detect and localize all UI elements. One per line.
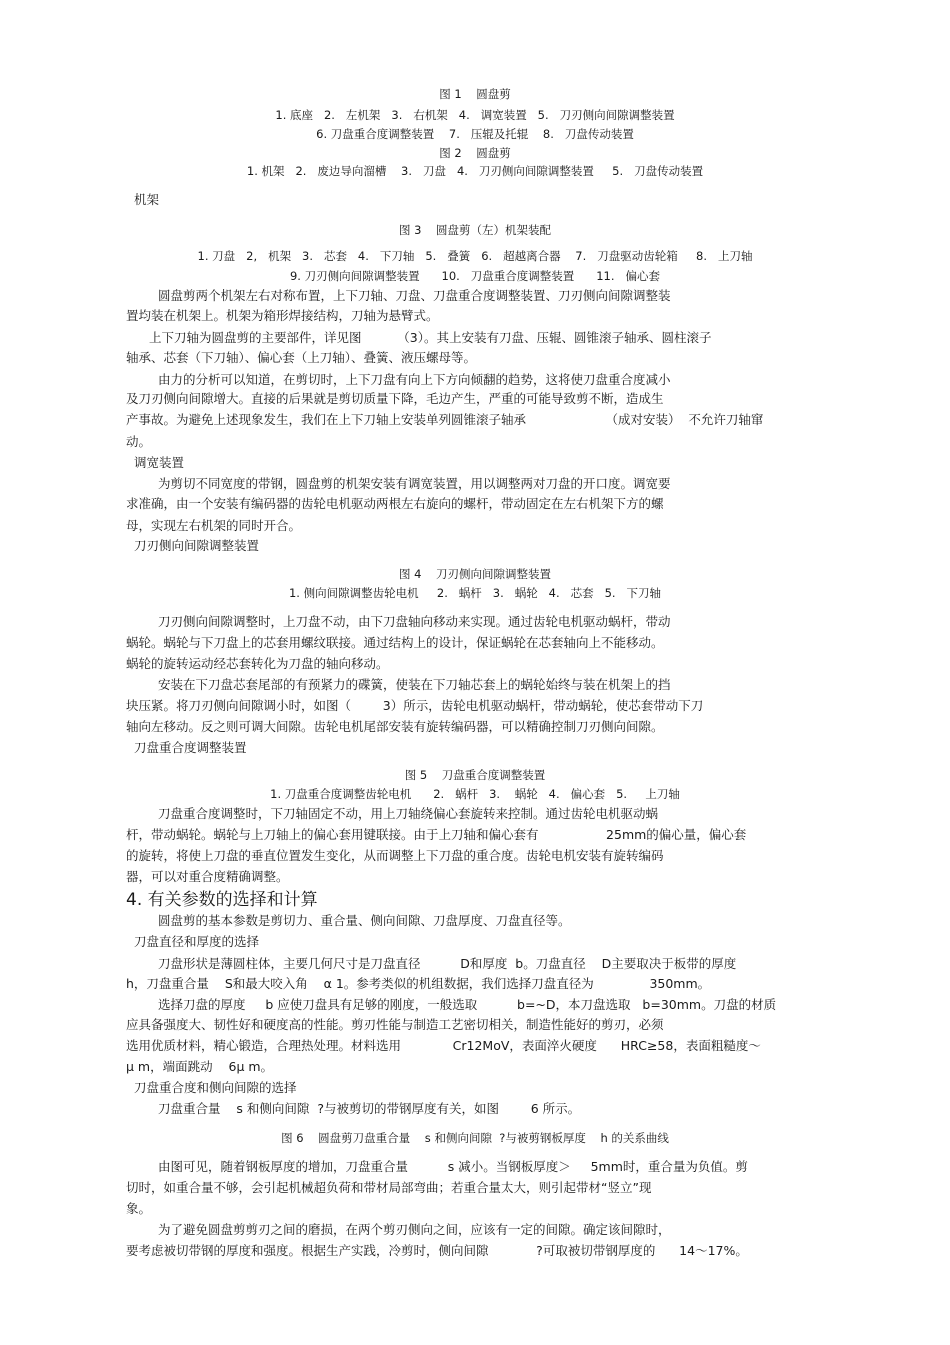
paragraph-line: 的旋转，将使上刀盘的垂直位置发生变化，从而调整上下刀盘的重合度。齿轮电机安装有旋转编码 (126, 848, 664, 863)
fig3-parts-line-1: 1. 刀盘 2, 机架 3. 芯套 4. 下刀轴 5. 叠簧 6. 超越离合器 7. 刀盘驱动齿轮箱 8. 上刀轴 (197, 249, 753, 263)
paragraph-line: 置均装在机架上。机架为箱形焊接结构，刀轴为悬臂式。 (126, 308, 439, 323)
paragraph-line: 刀盘形状是薄圆柱体，主要几何尺寸是刀盘直径 D和厚度 b。刀盘直径 D主要取决于板带的厚度 (158, 956, 737, 971)
fig3-parts-line-2: 9. 刀刃侧向间隙调整装置 10. 刀盘重合度调整装置 11. 偏心套 (289, 269, 660, 283)
paragraph-line: 为剪切不同宽度的带钢，圆盘剪的机架安装有调宽装置，用以调整两对刀盘的开口度。调宽要 (158, 476, 671, 491)
fig3-caption: 图 3 圆盘剪（左）机架装配 (398, 223, 552, 237)
paragraph-line: 为了避免圆盘剪剪刃之间的磨损，在两个剪刃侧向之间，应该有一定的间隙。确定该间隙时， (158, 1222, 671, 1237)
fig1-parts-line-2: 6. 刀盘重合度调整装置 7. 压辊及托辊 8. 刀盘传动装置 (316, 127, 634, 141)
paragraph-line: μ m，端面跳动 6μ m。 (126, 1059, 274, 1074)
paragraph-line: 杆，带动蜗轮。蜗轮与上刀轴上的偏心套用键联接。由于上刀轴和偏心套有 25mm的偏心量，偏心套 (126, 827, 747, 842)
paragraph-line: h，刀盘重合量 S和最大咬入角 α 1。参考类似的机组数据，我们选择刀盘直径为 350mm。 (126, 976, 711, 991)
paragraph-line: 器，可以对重合度精确调整。 (126, 869, 289, 884)
fig2-caption: 图 2 圆盘剪 (439, 146, 511, 160)
paragraph-line: 蜗轮的旋转运动经芯套转化为刀盘的轴向移动。 (126, 656, 389, 671)
paragraph-line: 轴承、芯套（下刀轴）、偏心套（上刀轴）、叠簧、液压螺母等。 (126, 350, 477, 365)
paragraph-line: 上下刀轴为圆盘剪的主要部件，详见图 （3）。其上安装有刀盘、压辊、圆锥滚子轴承、圆柱滚子 (149, 330, 712, 345)
paragraph-line: 由力的分析可以知道，在剪切时，上下刀盘有向上下方向倾翻的趋势，这将使刀盘重合度减小 (158, 372, 671, 387)
paragraph-line: 动。 (126, 434, 152, 449)
paragraph-line: 产事故。为避免上述现象发生，我们在上下刀轴上安装单列圆锥滚子轴承 （成对安装） 不允许刀轴窜 (126, 412, 764, 427)
fig4-caption: 图 4 刀刃侧向间隙调整装置 (398, 567, 552, 581)
paragraph-line: 刀盘重合度调整时，下刀轴固定不动，用上刀轴绕偏心套旋转来控制。通过齿轮电机驱动蜗 (158, 806, 659, 821)
paragraph-line: 应具备强度大、韧性好和硬度高的性能。剪刃性能与制造工艺密切相关，制造性能好的剪刃，必须 (126, 1017, 664, 1032)
paragraph-line: 圆盘剪两个机架左右对称布置，上下刀轴、刀盘、刀盘重合度调整装置、刀刃侧向间隙调整装 (158, 288, 671, 303)
paragraph-line: 母，实现左右机架的同时开合。 (126, 518, 302, 533)
paragraph-line: 切时，如重合量不够，会引起机械超负荷和带材局部弯曲；若重合量太大，则引起带材“竖立”现 (126, 1180, 652, 1195)
section-heading-diameter: 刀盘直径和厚度的选择 (134, 934, 260, 949)
section-heading-width-adjust: 调宽装置 (134, 455, 185, 470)
paragraph-line: 刀盘重合量 s 和侧向间隙 ?与被剪切的带钢厚度有关，如图 6 所示。 (158, 1101, 581, 1116)
paragraph-line: 求准确，由一个安装有编码器的齿轮电机驱动两根左右旋向的螺杆，带动固定在左右机架下方的螺 (126, 496, 664, 511)
fig5-caption: 图 5 刀盘重合度调整装置 (404, 768, 546, 782)
fig1-caption: 图 1 圆盘剪 (439, 87, 511, 101)
paragraph-line: 由图可见，随着钢板厚度的增加，刀盘重合量 s 减小。当钢板厚度＞ 5mm时，重合量为负值。剪 (158, 1159, 748, 1174)
paragraph-line: 及刀刃侧向间隙增大。直接的后果就是剪切质量下降，毛边产生，严重的可能导致剪不断，造成生 (126, 391, 664, 406)
paragraph-line: 要考虑被切带钢的厚度和强度。根据生产实践，冷剪时，侧向间隙 ?可取被切带钢厚度的 14～17%。 (126, 1243, 748, 1258)
fig5-parts: 1. 刀盘重合度调整齿轮电机 2. 蜗杆 3. 蜗轮 4. 偏心套 5. 上刀轴 (270, 787, 680, 801)
paragraph-line: 块压紧。将刀刃侧向间隙调小时，如图（ 3）所示，齿轮电机驱动蜗杆，带动蜗轮，使芯套带动下刀 (126, 698, 704, 713)
paragraph-line: 轴向左移动。反之则可调大间隙。齿轮电机尾部安装有旋转编码器，可以精确控制刀刃侧向间隙。 (126, 719, 664, 734)
section-heading-4: 4. 有关参数的选择和计算 (126, 890, 318, 910)
paragraph-line: 安装在下刀盘芯套尾部的有预紧力的碟簧，使装在下刀轴芯套上的蜗轮始终与装在机架上的挡 (158, 677, 671, 692)
fig4-parts: 1. 侧向间隙调整齿轮电机 2. 蜗杆 3. 蜗轮 4. 芯套 5. 下刀轴 (288, 586, 662, 600)
section-heading-overlap-selection: 刀盘重合度和侧向间隙的选择 (134, 1080, 297, 1095)
fig2-parts: 1. 机架 2. 废边导向溜槽 3. 刀盘 4. 刀刃侧向间隙调整装置 5. 刀盘传动装置 (246, 164, 704, 178)
paragraph-line: 选用优质材料，精心锻造，合理热处理。材料选用 Cr12MoV，表面淬火硬度 HRC≥58，表面粗糙度～ (126, 1038, 761, 1053)
section-heading-gap-adjust: 刀刃侧向间隙调整装置 (134, 538, 260, 553)
paragraph-line: 象。 (126, 1201, 152, 1216)
paragraph-line: 蜗轮。蜗轮与下刀盘上的芯套用螺纹联接。通过结构上的设计，保证蜗轮在芯套轴向上不能移动。 (126, 635, 664, 650)
paragraph-line: 选择刀盘的厚度 b 应使刀盘具有足够的刚度，一般选取 b=~D，本刀盘选取 b=30mm。刀盘的材质 (158, 997, 777, 1012)
fig6-caption: 图 6 圆盘剪刀盘重合量 s 和侧向间隙 ?与被剪钢板厚度 h 的关系曲线 (281, 1131, 669, 1145)
paragraph-line: 刀刃侧向间隙调整时，上刀盘不动，由下刀盘轴向移动来实现。通过齿轮电机驱动蜗杆，带动 (158, 614, 671, 629)
section-heading-frame: 机架 (134, 192, 160, 207)
fig1-parts-line-1: 1. 底座 2. 左机架 3. 右机架 4. 调宽装置 5. 刀刃侧向间隙调整装置 (275, 108, 675, 122)
paragraph-line: 圆盘剪的基本参数是剪切力、重合量、侧向间隙、刀盘厚度、刀盘直径等。 (158, 913, 571, 928)
section-heading-overlap-adjust: 刀盘重合度调整装置 (134, 740, 247, 755)
